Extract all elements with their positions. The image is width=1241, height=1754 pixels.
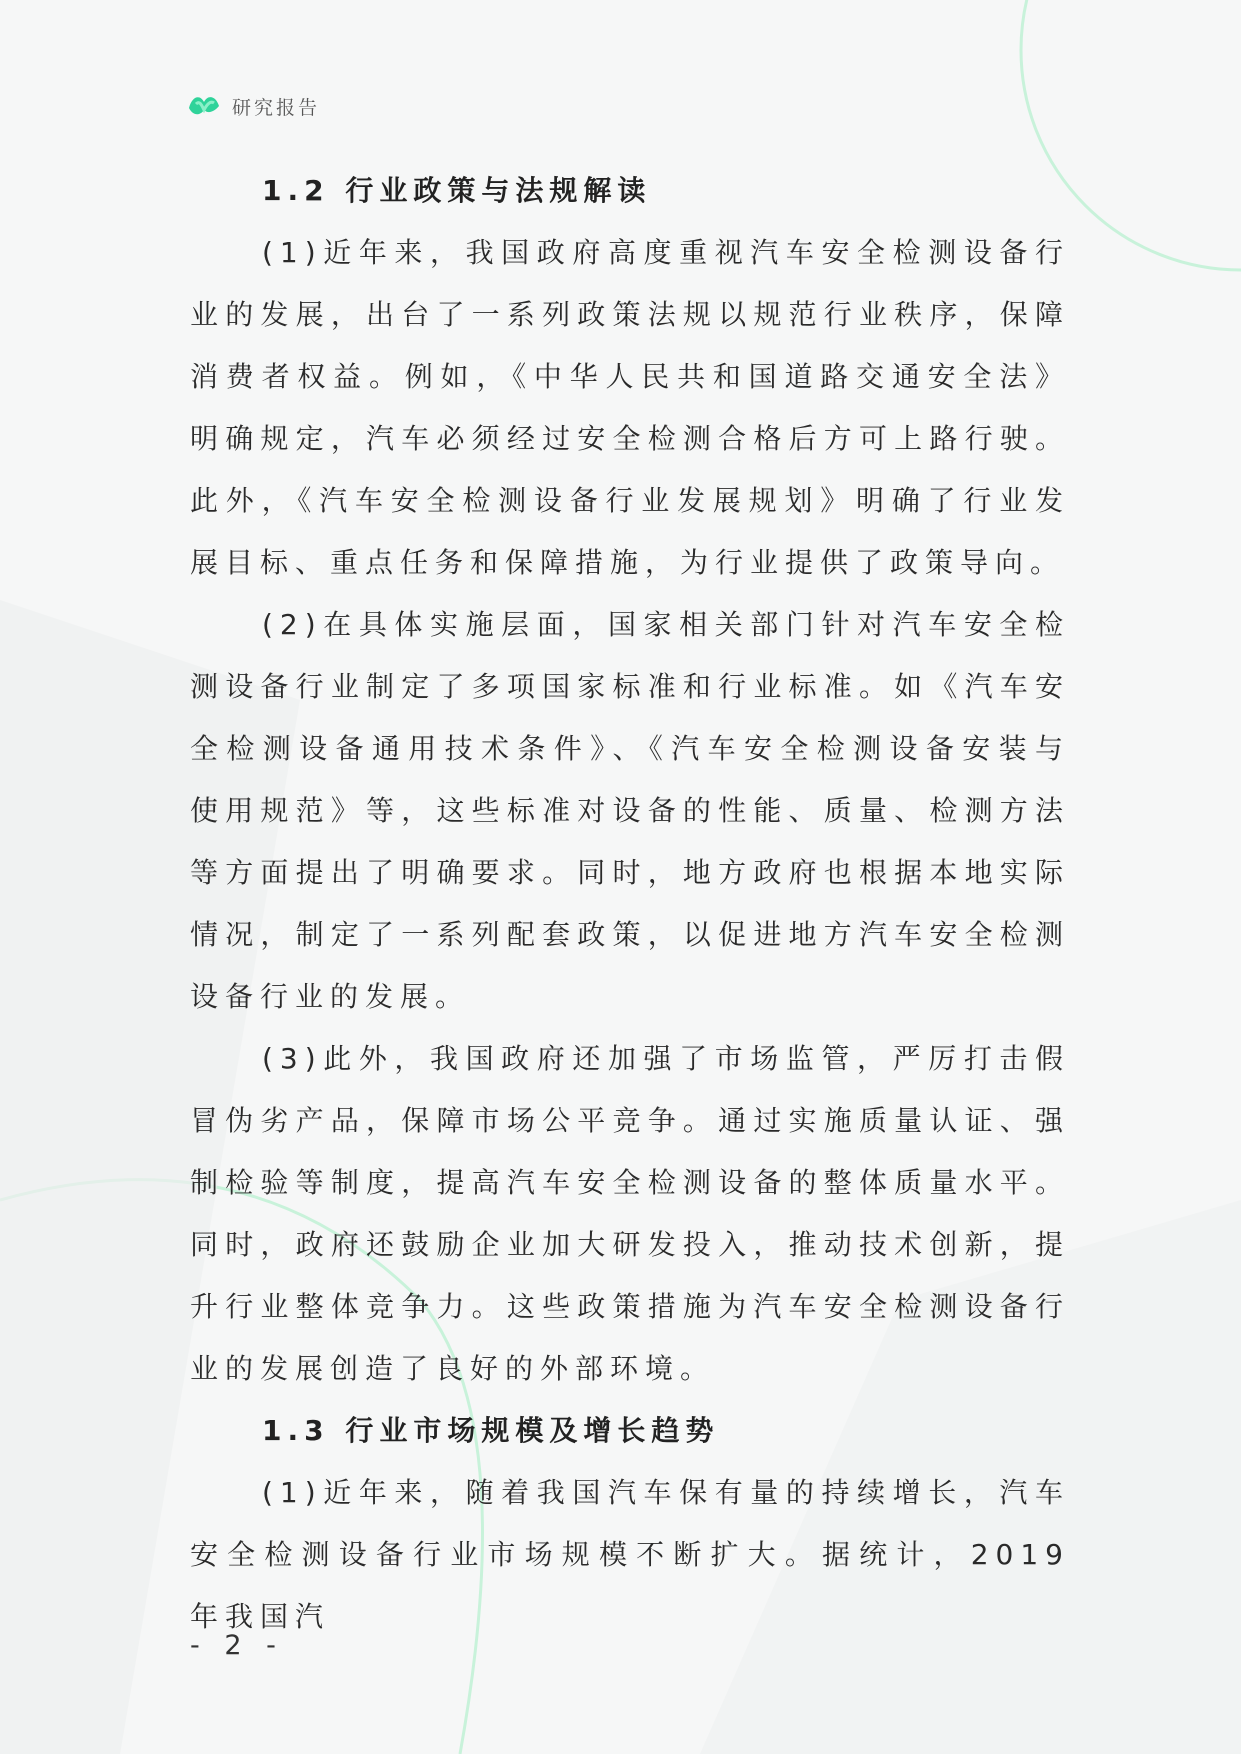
header-title: 研究报告 — [232, 96, 321, 119]
document-body — [190, 160, 1070, 1648]
section-heading: 1.2 行业政策与法规解读 — [262, 174, 652, 207]
paragraph: (1)近年来，我国政府高度重视汽车安全检测设备行业的发展，出台了一系列政策法规以规范行业秩序，保障消费者权益。例如，《中华人民共和国道路交通安全法》明确规定，汽车必须经过安全检测合格后方可上路行驶。此外，《汽车安全检测设备行业发展规划》明确了行业发展目标、重点任务和保障措施，为行业提供了政策导向。 — [190, 236, 1070, 579]
leaf-logo-icon — [186, 88, 222, 124]
paragraph: (1)近年来，随着我国汽车保有量的持续增长，汽车安全检测设备行业市场规模不断扩大。据统计，2019 年我国汽 — [190, 1476, 1070, 1633]
section-heading: 1.3 行业市场规模及增长趋势 — [262, 1414, 720, 1447]
paragraph: (2)在具体实施层面，国家相关部门针对汽车安全检测设备行业制定了多项国家标准和行业标准。如《汽车安全检测设备通用技术条件》、《汽车安全检测设备安装与使用规范》等，这些标准对设备的性能、质量、检测方法等方面提出了明确要求。同时，地方政府也根据本地实际情况，制定了一系列配套政策，以促进地方汽车安全检测设备行业的发展。 — [190, 608, 1070, 1013]
paragraph: (3)此外，我国政府还加强了市场监管，严厉打击假冒伪劣产品，保障市场公平竞争。通过实施质量认证、强制检验等制度，提高汽车安全检测设备的整体质量水平。同时，政府还鼓励企业加大研发投入，推动技术创新，提升行业整体竞争力。这些政策措施为汽车安全检测设备行业的发展创造了良好的外部环境。 — [190, 1042, 1070, 1385]
page-number: - 2 - — [190, 1630, 284, 1661]
report-header — [186, 88, 320, 124]
